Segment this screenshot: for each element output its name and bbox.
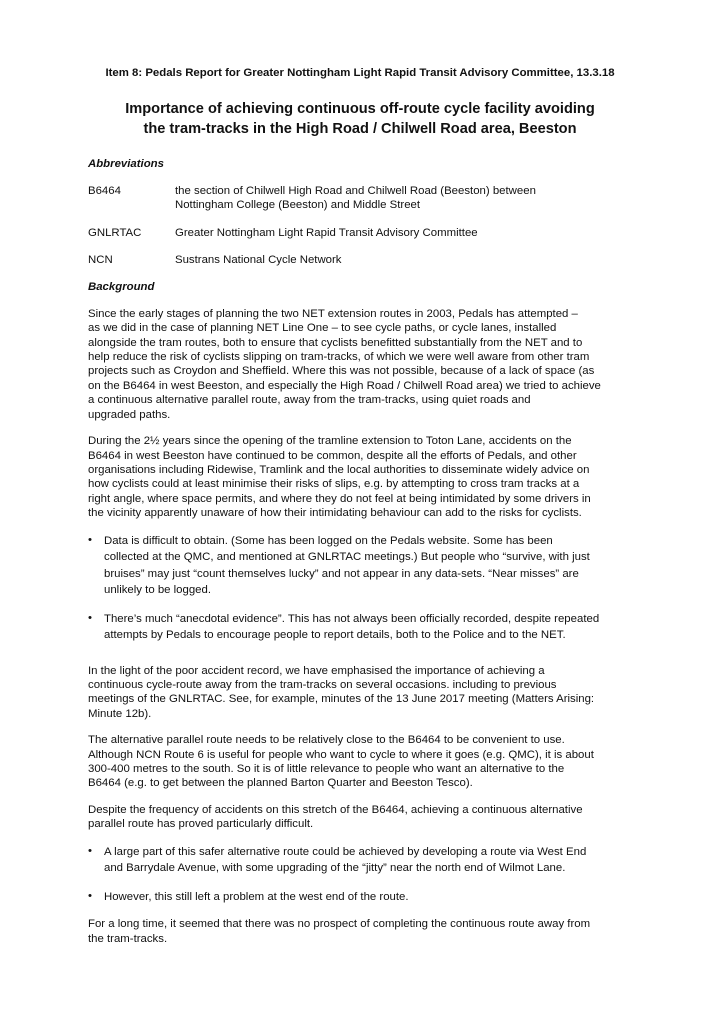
bullet-icon: •: [88, 533, 92, 546]
title-line-1: Importance of achieving continuous off-route cycle facility avoiding: [125, 101, 595, 118]
text-line: the vicinity apparently unaware of how their intimidating behaviour can add to the risks for cyclists.: [88, 507, 582, 520]
document-title: [88, 99, 632, 139]
bullet-item: [88, 844, 632, 877]
bullet-list-evidence: [88, 533, 632, 644]
text-line: as we did in the case of planning NET Line One – to see cycle paths, or cycle lanes, installed: [88, 322, 557, 335]
text-line: how cyclists could at least minimise their risks of slips, e.g. by attempting to cross tram tracks at a: [88, 478, 580, 491]
text-line: right angle, where space permits, and where they do not feel at being intimidated by some drivers in: [88, 492, 591, 505]
text-line: the tram-tracks.: [88, 932, 168, 945]
text-line: organisations including Ridewise, Tramlink and the local authorities to disseminate widely advice on: [88, 463, 590, 476]
text-line: Data is difficult to obtain. (Some has been logged on the Pedals website. Some has been: [104, 534, 553, 547]
text-line: collected at the QMC, and mentioned at GNLRTAC meetings.) But people who “survive, with just: [104, 551, 590, 564]
report-item-header: Item 8: Pedals Report for Greater Nottingham Light Rapid Transit Advisory Committee, 13.3.18: [105, 67, 615, 79]
bullet-icon: •: [88, 889, 92, 902]
abbreviation-definition: [175, 253, 632, 267]
text-line: parallel route has proved particularly difficult.: [88, 818, 314, 831]
text-line: During the 2½ years since the opening of the tramline extension to Toton Lane, accidents on the: [88, 435, 572, 448]
paragraph-difficulty: [88, 803, 632, 832]
bullet-icon: •: [88, 844, 92, 857]
definition-line: Nottingham College (Beeston) and Middle Street: [175, 199, 421, 212]
text-line: For a long time, it seemed that there was no prospect of completing the continuous route away from: [88, 918, 591, 931]
text-line: Since the early stages of planning the two NET extension routes in 2003, Pedals has attempted –: [88, 307, 578, 320]
background-heading: Background: [88, 281, 155, 294]
text-line: projects such as Croydon and Sheffield. Where this was not possible, because of a lack of space (as: [88, 365, 595, 378]
bullet-item: [88, 889, 632, 906]
abbreviation-row: [88, 226, 632, 240]
text-line: a continuous alternative parallel route, away from the tram-tracks, using quiet roads and: [88, 394, 531, 407]
text-line: bruises” may just “count themselves lucky” and not appear in any data-sets. “Near misses” are: [104, 567, 579, 580]
title-line-2: the tram-tracks in the High Road / Chilwell Road area, Beeston: [143, 121, 577, 138]
abbreviation-row: [88, 184, 632, 213]
definition-line: Greater Nottingham Light Rapid Transit Advisory Committee: [175, 226, 478, 239]
text-line: and Barrydale Avenue, with some upgrading of the “jitty” near the north end of Wilmot Lane.: [104, 862, 566, 875]
text-line: upgraded paths.: [88, 408, 171, 421]
text-line: alongside the tram routes, both to ensure that cyclists benefitted substantially from the NET and to: [88, 336, 583, 349]
bullet-item: [88, 611, 632, 644]
bullet-icon: •: [88, 611, 92, 624]
bullet-item: [88, 533, 632, 599]
text-line: In the light of the poor accident record, we have emphasised the importance of achieving a: [88, 664, 545, 677]
text-line: attempts by Pedals to encourage people to report details, both to the Police and to the NET.: [104, 629, 566, 642]
abbreviations-heading: Abbreviations: [88, 158, 164, 171]
text-line: continuous cycle-route away from the tram-tracks on several occasions. including to previous: [88, 678, 557, 691]
paragraph-planning-history: [88, 307, 632, 422]
abbreviation-row: [88, 253, 632, 267]
text-line: help reduce the risk of cyclists slipping on tram-tracks, of which we were well aware from other tram: [88, 351, 590, 364]
text-line: unlikely to be logged.: [104, 584, 212, 597]
text-line: B6464 in west Beeston have continued to be common, despite all the efforts of Pedals, and other: [88, 449, 577, 462]
paragraph-accident-record: [88, 664, 632, 722]
definition-line: Sustrans National Cycle Network: [175, 254, 342, 267]
text-line: on the B6464 in west Beeston, and especially the High Road / Chilwell Road area) we tried to achieve: [88, 379, 601, 392]
text-line: A large part of this safer alternative route could be achieved by developing a route via West End: [104, 845, 587, 858]
abbreviation-definition: [175, 184, 632, 213]
paragraph-alternative-route: [88, 733, 632, 791]
text-line: The alternative parallel route needs to be relatively close to the B6464 to be convenient to use.: [88, 734, 565, 747]
paragraph-accidents: [88, 434, 632, 520]
text-line: Despite the frequency of accidents on this stretch of the B6464, achieving a continuous alternative: [88, 803, 583, 816]
bullet-list-route: [88, 844, 632, 906]
text-line: However, this still left a problem at the west end of the route.: [104, 890, 409, 903]
paragraph-no-prospect: [88, 917, 632, 946]
text-line: 300-400 metres to the south. So it is of little relevance to people who want an alternative to the: [88, 762, 565, 775]
text-line: There’s much “anecdotal evidence”. This has not always been officially recorded, despite repeated: [104, 612, 600, 625]
abbreviation-key: NCN: [88, 254, 113, 267]
abbreviation-key: GNLRTAC: [88, 226, 142, 239]
text-line: Although NCN Route 6 is useful for people who want to cycle to where it goes (e.g. QMC), it is about: [88, 748, 594, 761]
text-line: B6464 (e.g. to get between the planned Barton Quarter and Beeston Tesco).: [88, 777, 473, 790]
definition-line: the section of Chilwell High Road and Chilwell Road (Beeston) between: [175, 184, 536, 197]
abbreviation-definition: [175, 226, 632, 240]
abbreviation-key: B6464: [88, 184, 121, 197]
text-line: meetings of the GNLRTAC. See, for example, minutes of the 13 June 2017 meeting (Matters Arising:: [88, 693, 595, 706]
text-line: Minute 12b).: [88, 707, 152, 720]
